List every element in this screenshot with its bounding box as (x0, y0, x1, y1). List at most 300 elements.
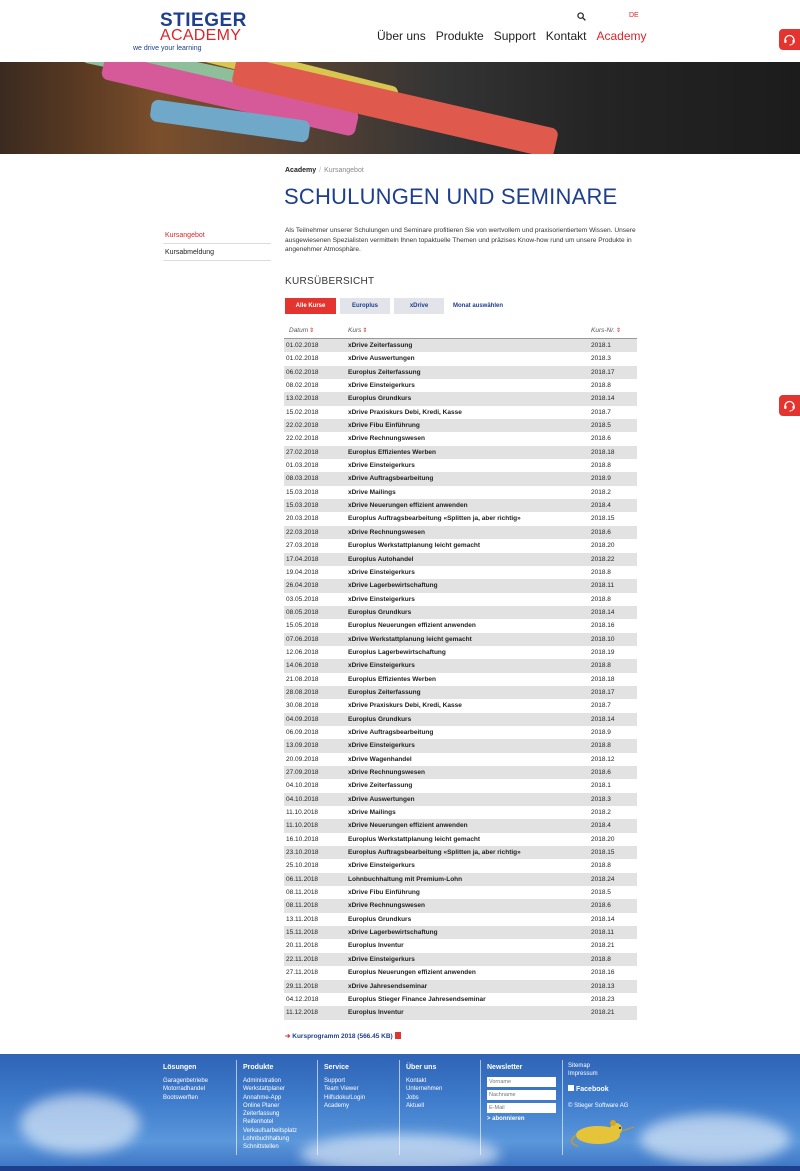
header-nr-label: Kurs-Nr. (591, 327, 615, 334)
cell-kurs: xDrive Neuerungen effizient anwenden (348, 502, 468, 510)
cell-nr: 2018.8 (591, 382, 611, 390)
cell-kurs: xDrive Auftragsbearbeitung (348, 728, 434, 736)
cell-nr: 2018.16 (591, 969, 615, 977)
sort-icon: ⇕ (362, 328, 368, 334)
cell-nr: 2018.7 (591, 702, 611, 710)
nav-produkte[interactable]: Produkte (435, 29, 484, 43)
table-row[interactable] (284, 793, 637, 806)
cell-date: 22.02.2018 (286, 435, 319, 443)
filter-month-select[interactable]: Monat auswählen (452, 303, 503, 309)
footer-link[interactable]: Aktuell (406, 1102, 425, 1109)
cell-nr: 2018.9 (591, 475, 611, 483)
cell-nr: 2018.6 (591, 902, 611, 910)
cell-kurs: Lohnbuchhaltung mit Premium-Lohn (348, 875, 463, 883)
cell-kurs: xDrive Einsteigerkurs (348, 955, 415, 963)
cell-nr: 2018.23 (591, 995, 615, 1003)
footer-col-newsletter (487, 1064, 556, 1122)
cell-kurs: xDrive Jahresendseminar (348, 982, 428, 990)
cell-kurs: xDrive Auswertungen (348, 355, 415, 363)
footer-link[interactable]: Unternehmen (406, 1086, 443, 1093)
table-row[interactable] (284, 833, 637, 846)
footer-link[interactable]: Motorradhandel (163, 1086, 206, 1093)
nav-ueber-uns[interactable]: Über uns (377, 29, 426, 43)
footer-divider (317, 1060, 318, 1155)
cell-date: 11.10.2018 (286, 809, 319, 817)
table-row[interactable] (284, 939, 637, 952)
copyright: © Stieger Software AG (568, 1102, 629, 1109)
cell-date: 20.03.2018 (286, 515, 319, 523)
filter-xdrive-button[interactable]: xDrive (394, 298, 444, 314)
hero-image (0, 62, 800, 154)
cell-nr: 2018.2 (591, 488, 611, 496)
footer-link[interactable]: Kontakt (406, 1078, 427, 1084)
table-row[interactable] (284, 366, 637, 379)
cell-kurs: xDrive Praxiskurs Debi, Kredi, Kasse (348, 408, 462, 416)
cell-nr: 2018.11 (591, 582, 615, 590)
download-label: Kursprogramm 2018 (566.45 KB) (292, 1033, 393, 1040)
cell-kurs: Europlus Zeiterfassung (348, 368, 421, 376)
cell-kurs: xDrive Mailings (348, 488, 396, 496)
cell-date: 01.03.2018 (286, 462, 319, 470)
table-row[interactable] (284, 739, 637, 752)
cell-kurs: xDrive Einsteigerkurs (348, 742, 415, 750)
cell-kurs: Europlus Neuerungen effizient anwenden (348, 622, 476, 630)
breadcrumb-separator: / (319, 167, 322, 174)
table-row[interactable] (284, 539, 637, 552)
cell-nr: 2018.3 (591, 355, 611, 363)
table-row[interactable] (284, 699, 637, 712)
cell-kurs: xDrive Rechnungswesen (348, 435, 425, 443)
table-row[interactable] (284, 713, 637, 726)
footer-link[interactable]: Lohnbuchhaltung (243, 1136, 290, 1143)
cell-nr: 2018.20 (591, 542, 615, 550)
footer-link[interactable]: Online Planer (243, 1102, 280, 1109)
footer-link[interactable]: Zeiterfassung (243, 1111, 280, 1118)
cell-date: 15.11.2018 (286, 929, 319, 937)
table-row[interactable] (284, 379, 637, 392)
cell-date: 19.04.2018 (286, 568, 319, 576)
cell-kurs: xDrive Auswertungen (348, 795, 415, 803)
logo-line1: STIEGER (160, 10, 247, 31)
cell-date: 15.03.2018 (286, 488, 319, 496)
table-row[interactable] (284, 512, 637, 525)
cell-date: 15.05.2018 (286, 622, 319, 630)
sort-icon: ⇕ (309, 328, 315, 334)
cell-date: 22.03.2018 (286, 528, 319, 536)
cell-date: 26.04.2018 (286, 582, 319, 590)
table-row[interactable] (284, 566, 637, 579)
cell-date: 06.11.2018 (286, 875, 319, 883)
table-row[interactable] (284, 352, 637, 365)
course-table (284, 324, 637, 1020)
cell-nr: 2018.1 (591, 342, 611, 349)
footer (0, 1054, 800, 1171)
table-row[interactable] (284, 926, 637, 939)
footer-col-service (324, 1064, 365, 1110)
cell-date: 08.11.2018 (286, 902, 319, 910)
filter-europlus-button[interactable]: Europlus (340, 298, 390, 314)
newsletter-email-input[interactable] (487, 1103, 556, 1113)
cell-date: 20.11.2018 (286, 942, 319, 950)
table-row[interactable] (284, 873, 637, 886)
breadcrumb-root[interactable]: Academy (285, 167, 317, 174)
footer-heading: Newsletter (487, 1064, 523, 1071)
cell-date: 21.08.2018 (286, 675, 319, 683)
cell-nr: 2018.14 (591, 915, 615, 923)
cell-date: 11.12.2018 (286, 1009, 319, 1017)
footer-link-sitemap[interactable]: Sitemap (568, 1063, 591, 1069)
cell-kurs: xDrive Einsteigerkurs (348, 462, 415, 470)
footer-heading: Lösungen (163, 1064, 197, 1071)
cell-kurs: Europlus Werkstattplanung leicht gemacht (348, 542, 481, 550)
pdf-icon (395, 1032, 401, 1039)
cell-kurs: Europlus Auftragsbearbeitung «Splitten ja, aber richtig» (348, 515, 521, 523)
cell-nr: 2018.5 (591, 889, 611, 897)
cell-kurs: Europlus Auftragsbearbeitung «Splitten ja, aber richtig» (348, 849, 521, 857)
table-row[interactable] (284, 472, 637, 485)
header-kurs[interactable] (348, 324, 591, 338)
cell-date: 23.10.2018 (286, 849, 319, 857)
cell-kurs: Europlus Grundkurs (348, 395, 412, 403)
logo-line2: ACADEMY (160, 27, 242, 44)
cell-nr: 2018.17 (591, 688, 615, 696)
cell-date: 22.02.2018 (286, 422, 319, 430)
cell-nr: 2018.14 (591, 715, 615, 723)
cell-nr: 2018.2 (591, 809, 611, 817)
table-row[interactable] (284, 606, 637, 619)
facebook-label: Facebook (576, 1085, 609, 1093)
cell-date: 22.11.2018 (286, 955, 319, 963)
cell-date: 17.04.2018 (286, 555, 319, 563)
table-row[interactable] (284, 966, 637, 979)
table-row[interactable] (284, 646, 637, 659)
cell-kurs: xDrive Mailings (348, 809, 396, 817)
support-headset-button-top[interactable] (779, 29, 800, 50)
table-row[interactable] (284, 819, 637, 832)
cell-nr: 2018.14 (591, 608, 615, 616)
headset-icon (783, 399, 796, 412)
footer-divider (480, 1060, 481, 1155)
table-row[interactable] (284, 886, 637, 899)
breadcrumb-current: Kursangebot (324, 167, 364, 174)
page-title: SCHULUNGEN UND SEMINARE (284, 184, 618, 209)
cell-kurs: xDrive Praxiskurs Debi, Kredi, Kasse (348, 702, 462, 710)
table-row[interactable] (284, 726, 637, 739)
section-title: KURSÜBERSICHT (285, 276, 375, 287)
mouse-mascot-icon (568, 1115, 638, 1149)
cell-kurs: xDrive Einsteigerkurs (348, 595, 415, 603)
table-row[interactable] (284, 779, 637, 792)
cloud-decoration (640, 1114, 790, 1164)
cell-kurs: xDrive Wagenhandel (348, 755, 412, 763)
cell-nr: 2018.7 (591, 408, 611, 416)
cell-date: 30.08.2018 (286, 702, 319, 710)
cell-nr: 2018.20 (591, 835, 615, 843)
cell-date: 27.03.2018 (286, 542, 319, 550)
cell-nr: 2018.11 (591, 929, 615, 937)
footer-link[interactable]: Bootswerften (163, 1094, 199, 1101)
table-row[interactable] (284, 913, 637, 926)
cell-nr: 2018.15 (591, 849, 615, 857)
cell-kurs: xDrive Rechnungswesen (348, 902, 425, 910)
cell-date: 06.02.2018 (286, 368, 319, 376)
header-nr[interactable] (591, 324, 637, 338)
cell-date: 04.12.2018 (286, 995, 319, 1003)
cell-nr: 2018.6 (591, 769, 611, 776)
sidebar-item-kursabmeldung[interactable]: Kursabmeldung (163, 244, 271, 261)
sidebar (163, 227, 271, 261)
cell-kurs: xDrive Rechnungswesen (348, 528, 425, 536)
cell-nr: 2018.21 (591, 942, 615, 950)
cell-kurs: xDrive Zeiterfassung (348, 782, 413, 790)
search-icon[interactable] (577, 12, 586, 21)
cell-date: 15.02.2018 (286, 408, 319, 416)
cell-date: 03.05.2018 (286, 595, 319, 603)
table-row[interactable] (284, 486, 637, 499)
headset-icon (783, 33, 796, 46)
cell-kurs: Europlus Autohandel (348, 555, 414, 563)
footer-col-produkte (243, 1064, 297, 1152)
cloud-decoration (20, 1094, 140, 1154)
cell-kurs: Europlus Zeiterfassung (348, 688, 421, 696)
cell-nr: 2018.12 (591, 755, 615, 763)
cell-date: 16.10.2018 (286, 835, 319, 843)
cell-kurs: Europlus Inventur (348, 942, 404, 950)
main-nav (377, 29, 647, 43)
download-link[interactable] (285, 1032, 401, 1040)
footer-heading: Über uns (406, 1064, 437, 1071)
cell-nr: 2018.3 (591, 795, 611, 803)
cell-nr: 2018.9 (591, 728, 611, 736)
cell-date: 29.11.2018 (286, 982, 319, 990)
cell-date: 28.08.2018 (286, 688, 319, 696)
cell-date: 01.02.2018 (286, 342, 319, 349)
cell-nr: 2018.16 (591, 622, 615, 630)
cell-kurs: Europlus Neuerungen effizient anwenden (348, 969, 476, 977)
cell-date: 14.06.2018 (286, 662, 319, 670)
cell-kurs: xDrive Lagerbewirtschaftung (348, 582, 438, 590)
cell-nr: 2018.8 (591, 862, 611, 870)
cell-nr: 2018.14 (591, 395, 615, 403)
footer-link[interactable]: Hilfsdoku/Login (324, 1094, 366, 1101)
table-row[interactable] (284, 392, 637, 405)
table-header (284, 324, 637, 339)
cell-kurs: xDrive Neuerungen effizient anwenden (348, 822, 468, 830)
table-row[interactable] (284, 753, 637, 766)
cell-date: 27.02.2018 (286, 448, 319, 456)
table-row[interactable] (284, 846, 637, 859)
table-row[interactable] (284, 526, 637, 539)
table-row[interactable] (284, 633, 637, 646)
logo[interactable] (133, 12, 248, 54)
cell-date: 04.10.2018 (286, 795, 319, 803)
cell-date: 13.02.2018 (286, 395, 319, 403)
newsletter-vorname-input[interactable] (487, 1077, 556, 1087)
cell-date: 27.11.2018 (286, 969, 319, 977)
footer-link[interactable]: Annahme-App (243, 1094, 282, 1101)
table-row[interactable] (284, 899, 637, 912)
cell-nr: 2018.4 (591, 822, 611, 830)
cell-nr: 2018.21 (591, 1009, 615, 1017)
cell-date: 11.10.2018 (286, 822, 319, 830)
cell-kurs: xDrive Einsteigerkurs (348, 662, 415, 670)
table-row[interactable] (284, 553, 637, 566)
cell-kurs: xDrive Fibu Einführung (348, 889, 420, 897)
cell-kurs: xDrive Einsteigerkurs (348, 568, 415, 576)
footer-divider (562, 1060, 563, 1155)
nav-academy[interactable]: Academy (596, 29, 647, 43)
cell-kurs: Europlus Werkstattplanung leicht gemacht (348, 835, 481, 843)
newsletter-nachname-input[interactable] (487, 1090, 556, 1100)
cell-nr: 2018.8 (591, 462, 611, 470)
cell-date: 15.03.2018 (286, 502, 319, 510)
cell-nr: 2018.24 (591, 875, 615, 883)
table-row[interactable] (284, 459, 637, 472)
cell-nr: 2018.19 (591, 648, 615, 656)
cell-date: 08.03.2018 (286, 475, 319, 483)
cell-nr: 2018.5 (591, 422, 611, 430)
footer-link[interactable]: Schnittstellen (243, 1144, 279, 1151)
table-row[interactable] (284, 593, 637, 606)
footer-col-links (568, 1062, 638, 1154)
cell-nr: 2018.17 (591, 368, 615, 376)
footer-link[interactable]: Garagenbetriebe (163, 1078, 209, 1084)
footer-link-impressum[interactable]: Impressum (568, 1071, 598, 1078)
table-row[interactable] (284, 659, 637, 672)
facebook-link[interactable] (568, 1085, 638, 1093)
footer-col-loesungen (163, 1064, 208, 1102)
table-row[interactable] (284, 339, 637, 352)
cell-date: 13.11.2018 (286, 915, 319, 923)
cell-nr: 2018.8 (591, 568, 611, 576)
table-row[interactable] (284, 993, 637, 1006)
table-row[interactable] (284, 446, 637, 459)
header-date[interactable] (284, 324, 348, 338)
cell-date: 12.06.2018 (286, 648, 319, 656)
arrow-right-icon: ➔ (285, 1033, 291, 1040)
support-headset-button-side[interactable] (779, 395, 800, 416)
cell-date: 08.02.2018 (286, 382, 319, 390)
cell-nr: 2018.8 (591, 595, 611, 603)
filter-all-button[interactable]: Alle Kurse (285, 298, 336, 314)
footer-link[interactable]: Werkstattplaner (243, 1086, 285, 1093)
table-row[interactable] (284, 980, 637, 993)
header (0, 0, 800, 62)
footer-divider (399, 1060, 400, 1155)
footer-link[interactable]: Administration (243, 1078, 282, 1084)
logo-tagline: we drive your learning (133, 45, 202, 52)
cell-kurs: Europlus Effizientes Werben (348, 675, 437, 683)
cell-nr: 2018.8 (591, 955, 611, 963)
footer-bottom-bar (0, 1166, 800, 1171)
cell-nr: 2018.18 (591, 675, 615, 683)
cell-nr: 2018.1 (591, 782, 611, 790)
cell-nr: 2018.18 (591, 448, 615, 456)
footer-heading: Produkte (243, 1064, 274, 1071)
cell-kurs: Europlus Stieger Finance Jahresendseminar (348, 995, 486, 1003)
footer-link[interactable]: Team Viewer (324, 1086, 359, 1093)
table-row[interactable] (284, 419, 637, 432)
footer-divider (236, 1060, 237, 1155)
table-row[interactable] (284, 806, 637, 819)
cell-date: 04.10.2018 (286, 782, 319, 790)
footer-col-ueberuns (406, 1064, 442, 1110)
cell-nr: 2018.8 (591, 742, 611, 750)
cell-date: 01.02.2018 (286, 355, 319, 363)
cell-date: 20.09.2018 (286, 755, 319, 763)
table-row[interactable] (284, 579, 637, 592)
cell-kurs: Europlus Grundkurs (348, 715, 412, 723)
cell-kurs: Europlus Grundkurs (348, 608, 412, 616)
cell-kurs: Europlus Grundkurs (348, 915, 412, 923)
nav-kontakt[interactable]: Kontakt (545, 29, 587, 43)
cell-kurs: xDrive Werkstattplanung leicht gemacht (348, 635, 472, 643)
footer-link[interactable]: Reifenhotel (243, 1119, 274, 1126)
cell-date: 08.11.2018 (286, 889, 319, 897)
breadcrumb (285, 167, 364, 174)
cell-kurs: xDrive Einsteigerkurs (348, 862, 415, 870)
sidebar-item-kursangebot[interactable]: Kursangebot (163, 227, 271, 244)
cell-nr: 2018.8 (591, 662, 611, 670)
cell-kurs: xDrive Rechnungswesen (348, 769, 425, 776)
cell-nr: 2018.4 (591, 502, 611, 510)
table-row[interactable] (284, 859, 637, 872)
table-row[interactable] (284, 432, 637, 445)
footer-link[interactable]: Academy (324, 1102, 350, 1109)
table-row[interactable] (284, 406, 637, 419)
cell-nr: 2018.22 (591, 555, 615, 563)
table-row[interactable] (284, 686, 637, 699)
newsletter-subscribe-button[interactable]: > abonnieren (487, 1116, 525, 1122)
cell-date: 13.09.2018 (286, 742, 319, 750)
footer-link[interactable]: Support (324, 1078, 346, 1084)
footer-heading: Service (324, 1064, 349, 1071)
table-row[interactable] (284, 766, 637, 779)
nav-support[interactable]: Support (493, 29, 536, 43)
table-row[interactable] (284, 619, 637, 632)
footer-link[interactable]: Verkaufsarbeitsplatz (243, 1127, 298, 1134)
cell-date: 06.09.2018 (286, 728, 319, 736)
intro-text: Als Teilnehmer unserer Schulungen und Seminare profitieren Sie von wertvollem und praxisorientiertem Wissen. Unsere ausgewiesenen Spezialisten vermitteln Ihnen topaktuelle Themen und präzises Know-how rund um unsere Produkte in angenehmer Atmosphäre. (285, 227, 636, 254)
table-row[interactable] (284, 499, 637, 512)
table-body (284, 339, 637, 1020)
table-row[interactable] (284, 1006, 637, 1019)
cell-date: 25.10.2018 (286, 862, 319, 870)
cell-kurs: Europlus Effizientes Werben (348, 448, 437, 456)
language-switch[interactable]: DE (629, 12, 639, 19)
cell-date: 04.09.2018 (286, 715, 319, 723)
table-row[interactable] (284, 953, 637, 966)
cell-kurs: xDrive Lagerbewirtschaftung (348, 929, 438, 937)
cell-kurs: xDrive Auftragsbearbeitung (348, 475, 434, 483)
cell-kurs: Europlus Lagerbewirtschaftung (348, 648, 446, 656)
course-filters (285, 298, 508, 314)
footer-link[interactable]: Jobs (406, 1094, 419, 1101)
cell-nr: 2018.15 (591, 515, 615, 523)
cell-date: 27.09.2018 (286, 769, 319, 776)
cell-kurs: xDrive Zeiterfassung (348, 342, 413, 349)
header-date-label: Datum (289, 327, 309, 334)
cell-date: 07.06.2018 (286, 635, 319, 643)
table-row[interactable] (284, 673, 637, 686)
sort-icon: ⇕ (615, 328, 621, 334)
cell-nr: 2018.6 (591, 435, 611, 443)
header-kurs-label: Kurs (348, 327, 362, 334)
cell-kurs: xDrive Fibu Einführung (348, 422, 420, 430)
cell-nr: 2018.13 (591, 982, 615, 990)
cell-nr: 2018.6 (591, 528, 611, 536)
cell-kurs: xDrive Einsteigerkurs (348, 382, 415, 390)
